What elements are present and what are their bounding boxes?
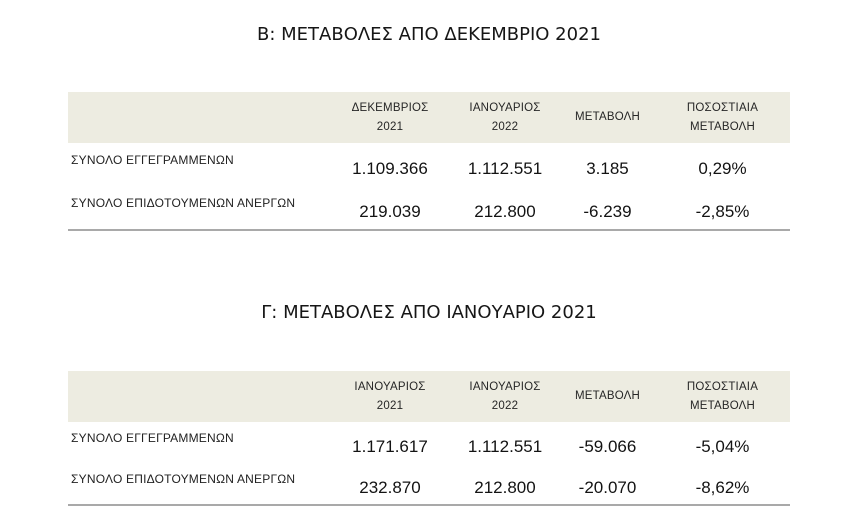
header-cell-line1: ΜΕΤΑΒΟΛΗ [574,111,641,123]
header-cell-line2: ΜΕΤΑΒΟΛΗ [689,120,756,133]
value-cell: -59.066 [578,436,637,456]
header-cell-line2: 2021 [376,399,404,412]
table-changes-from-december-2021 [68,92,790,231]
value-cell: 212.800 [474,201,536,221]
header-cell-line2: 2021 [376,120,404,133]
section-b-title: Β: ΜΕΤΑΒΟΛΕΣ ΑΠΟ ΔΕΚΕΜΒΡΙΟ 2021 [257,24,601,45]
value-cell: 212.800 [474,477,536,497]
table-body [68,143,790,231]
header-cell-percent-change [655,92,790,143]
header-cell-line2: 2022 [491,399,519,412]
value-cell: 0,29% [698,158,747,178]
header-cell-percent-change [655,371,790,422]
table-row [68,143,790,186]
value-cell: 1.112.551 [467,158,543,178]
header-cell-line1: ΜΕΤΑΒΟΛΗ [574,390,641,402]
row-label-total-registered: ΣΥΝΟΛΟ ΕΓΓΕΓΡΑΜΜΕΝΩΝ [71,430,234,445]
table-row [68,186,790,229]
header-cell-line1: ΙΑΝΟΥΑΡΙΟΣ [469,380,541,393]
row-label-total-subsidized-unemployed: ΣΥΝΟΛΟ ΕΠΙΔΟΤΟΥΜΕΝΩΝ ΑΝΕΡΓΩΝ [71,195,296,210]
header-cell-line2: 2022 [491,120,519,133]
value-cell: -8,62% [695,477,750,497]
row-label-total-subsidized-unemployed: ΣΥΝΟΛΟ ΕΠΙΔΟΤΟΥΜΕΝΩΝ ΑΝΕΡΓΩΝ [71,471,296,486]
header-cell-period-2 [450,371,560,422]
header-cell-period-2 [450,92,560,143]
header-cell-line2: ΜΕΤΑΒΟΛΗ [689,399,756,412]
value-cell: 219.039 [359,201,421,221]
value-cell: 1.109.366 [352,158,428,178]
header-cell-line1: ΠΟΣΟΣΤΙΑΙΑ [686,380,759,393]
value-cell: 3.185 [586,158,629,178]
header-cell-change [560,371,655,422]
header-cell-period-1 [330,371,450,422]
header-cell-change [560,92,655,143]
value-cell: -2,85% [695,201,750,221]
value-cell: 232.870 [359,477,421,497]
value-cell: -6.239 [583,201,632,221]
table-row [68,422,790,463]
header-cell-line1: ΔΕΚΕΜΒΡΙΟΣ [351,101,429,114]
header-cell-empty [68,92,330,143]
header-cell-empty [68,371,330,422]
table-body [68,422,790,506]
section-c-title: Γ: ΜΕΤΑΒΟΛΕΣ ΑΠΟ ΙΑΝΟΥΑΡΙΟ 2021 [261,302,597,323]
table-header-row [68,371,790,422]
header-cell-line1: ΠΟΣΟΣΤΙΑΙΑ [686,101,759,114]
header-cell-period-1 [330,92,450,143]
table-changes-from-january-2021 [68,371,790,506]
header-cell-line1: ΙΑΝΟΥΑΡΙΟΣ [469,101,541,114]
header-cell-line1: ΙΑΝΟΥΑΡΙΟΣ [354,380,426,393]
table-header-row [68,92,790,143]
value-cell: -5,04% [695,436,750,456]
value-cell: 1.112.551 [467,436,543,456]
table-row [68,463,790,504]
value-cell: 1.171.617 [352,436,428,456]
value-cell: -20.070 [578,477,637,497]
row-label-total-registered: ΣΥΝΟΛΟ ΕΓΓΕΓΡΑΜΜΕΝΩΝ [71,152,234,167]
